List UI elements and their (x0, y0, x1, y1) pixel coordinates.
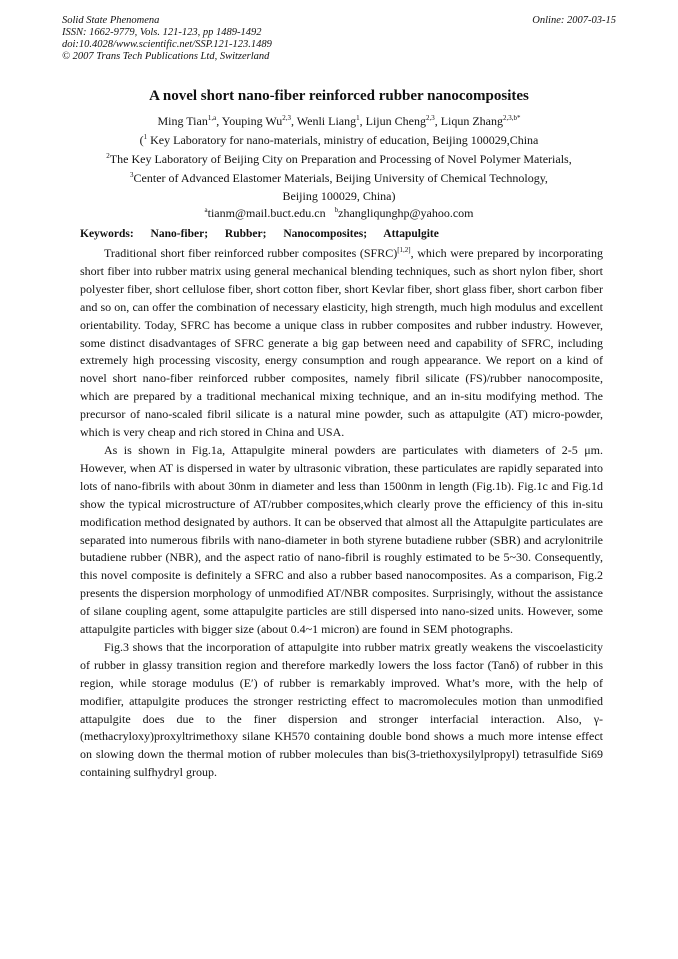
affiliation-superscript: 1 (143, 133, 148, 141)
affiliation-4: Beijing 100029, China) (282, 189, 396, 203)
journal-name: Solid State Phenomena (62, 15, 160, 26)
email-superscript: b (334, 206, 339, 214)
email-a[interactable]: tianm@mail.buct.edu.cn (207, 206, 326, 220)
issn-line: ISSN: 1662-9779, Vols. 121-123, pp 1489-1492 (62, 27, 262, 38)
body-text (80, 245, 603, 782)
affiliation-text: The Key Laboratory of Beijing City on Preparation and Processing of Novel Polymer Materials, (109, 152, 572, 166)
email-line (0, 206, 678, 221)
author-superscript: 2,3,b* (503, 114, 521, 122)
affiliation-text: Key Laboratory for nano-materials, ministry of education, Beijing 100029,China (147, 133, 539, 147)
doi-line[interactable]: doi:10.4028/www.scientific.net/SSP.121-123.1489 (62, 39, 272, 50)
author-name: Youping Wu (221, 114, 283, 128)
author-superscript: 2,3 (282, 114, 291, 122)
paragraph-3: Fig.3 shows that the incorporation of attapulgite into rubber matrix greatly weakens the viscoelasticity of rubber in glassy transition region and therefore markedly lowers the loss factor (Tanδ) of rubber in this region, while storage modulus (E′) of rubber is remarkably improved. What’s more, with the help of modifier, attapulgite produces the stronger restricting effect to macromolecules motion than unmodified attapulgite does due to the finer dispersion and stronger interfacial interaction. Also, γ-(methacryloxy)proxyltrimethoxy silane KH570 containing double bond shows a much more intense effect on slowing down the thermal motion of rubber molecules than bis(3-triethoxysilylpropyl) tetrasulfide Si69 containing sulfhydryl group. (80, 639, 603, 780)
affiliation-2 (0, 152, 678, 167)
online-date: Online: 2007-03-15 (532, 15, 616, 26)
affiliation-3 (0, 171, 678, 186)
paragraph-1 (80, 245, 603, 442)
email-b[interactable]: zhangliqunghp@yahoo.com (338, 206, 474, 220)
paragraph-text: , which were prepared by incorporating short fiber into rubber matrix using general mechanical blending techniques, such as short nylon fiber, short polyester fiber, short cellulose fiber, short cotton fiber, short Kevlar fiber, short glass fiber, short carbon fiber and so on, can offer the combination of necessary elasticity, high strength, much high modulus and excellent orientability. Today, SFRC has become a unique class in rubber composites and rubber industry. However, some distinct disadvantages of SFRC generate a big gap between need and capability of SFRC, including extremely high processing viscosity, energy consumption and rough appearance. We report on a kind of novel short nano-fiber reinforced rubber composites, namely fibril silicate (FS)/rubber nanocomposite, which are prepared by a traditional mechanical mixing technique, and an in-situ modifying method. The precursor of nano-scaled fibril silicate is a natural mine powder, such as attapulgite (AT) micro-powder, which is very cheap and rich stored in China and USA. (80, 246, 603, 440)
author-superscript: 1 (356, 114, 360, 122)
keywords-line (80, 228, 453, 240)
keyword-item: Rubber; (224, 228, 267, 240)
paragraph-text: Traditional short fiber reinforced rubber composites (SFRC) (104, 246, 398, 260)
affiliation-superscript: 2 (106, 152, 110, 160)
affiliation-paren: ( (139, 133, 144, 147)
paragraph-2: As is shown in Fig.1a, Attapulgite mineral powders are particulates with diameters of 2-5 μm. However, when AT is dispersed in water by ultrasonic vibration, these particulates are rapidly separated into lots of nano-fibrils with about 30nm in diameter and less than 1500nm in length (Fig.1b). Fig.1c and Fig.1d show the typical microstructure of AT/rubber composites,which clearly prove the efficiency of this in-situ modification method designated by authors. It can be observed that almost all the Attapulgite particulates are separated into numerous fibrils with nano-diameter in both styrene butadiene rubber (SBR) and acrylonitrile butadiene rubber (NBR), and the aspect ratio of nano-fibril is roughly estimated to be 5~30. Consequently, this novel composite is definitely a SFRC and also a rubber based nanocomposites. As a comparison, Fig.2 presents the dispersion morphology of unmodified AT/NBR composites. Surprisingly, without the assistance of silane coupling agent, some attapulgite particles are still dispersed into nano-sized units. However, some attapulgite particles with bigger size (about 0.4~1 micron) are found in SEM photographs. (80, 442, 603, 637)
citation-ref: [1,2] (397, 246, 411, 254)
keyword-item: Attapulgite (383, 228, 439, 240)
affiliation-text: Center of Advanced Elastomer Materials, Beijing University of Chemical Technology, (133, 171, 548, 185)
keyword-item: Nanocomposites; (283, 228, 368, 240)
email-superscript: a (204, 206, 208, 214)
author-name: Lijun Cheng (365, 114, 426, 128)
author-superscript: 2,3 (425, 114, 435, 122)
affiliation-superscript: 3 (130, 171, 134, 179)
affiliation-1 (0, 133, 678, 148)
keywords-label: Keywords: (80, 228, 134, 240)
author-name: Ming Tian (157, 114, 208, 128)
author-superscript: 1,a (207, 114, 217, 122)
paper-title: A novel short nano-fiber reinforced rubber nanocomposites (149, 88, 529, 104)
copyright-line: © 2007 Trans Tech Publications Ltd, Switzerland (62, 51, 270, 62)
author-name: Wenli Liang (296, 114, 357, 128)
journal-header (62, 15, 272, 63)
author-list: Ming Tian$^{1,a}$, Youping Wu$^{2,3}$, Wenli Liang$^1$, Lijun Cheng$^{2,3}$, Liqun Zhang$^{2,3,b*}$ (157, 114, 521, 128)
author-name: Liqun Zhang (440, 114, 504, 128)
keyword-item: Nano-fiber; (150, 228, 209, 240)
